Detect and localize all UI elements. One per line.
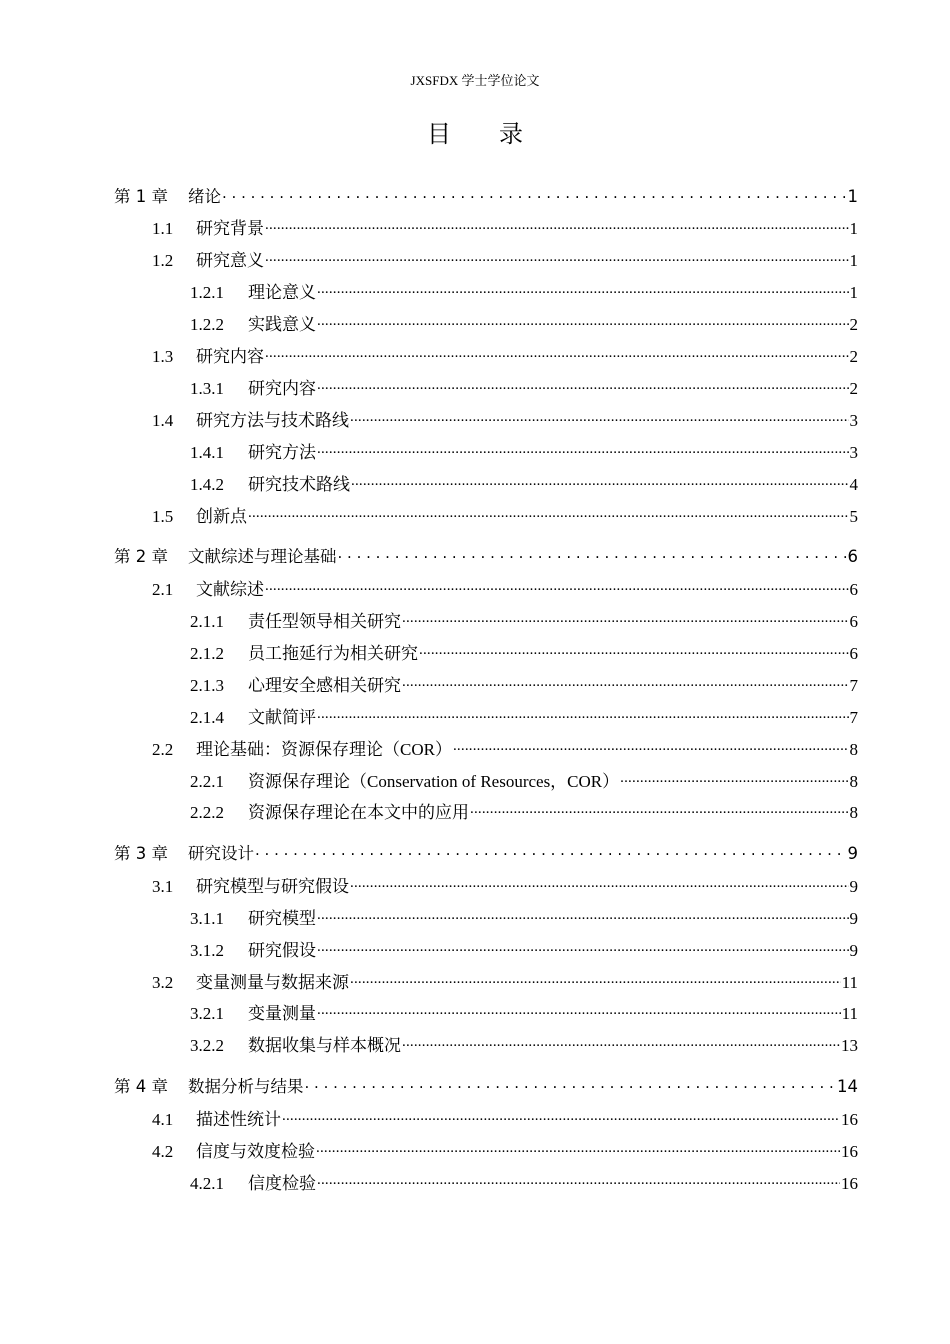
- toc-entry[interactable]: [152, 968, 858, 992]
- toc-dot-leader: [317, 377, 849, 394]
- toc-entry-title: 文献综述: [196, 580, 264, 599]
- toc-entry-page: 3: [849, 443, 858, 462]
- toc-entry-number: 3.1.2: [190, 941, 224, 960]
- toc-entry-title: 理论基础：资源保存理论（COR）: [196, 740, 452, 759]
- toc-entry[interactable]: [190, 671, 858, 695]
- toc-entry-title: 文献简评: [248, 708, 316, 727]
- toc-entry-page: 2: [849, 315, 858, 334]
- toc-entry[interactable]: [190, 904, 858, 928]
- toc-entry-number: 4.2: [152, 1142, 174, 1161]
- toc-entry-title: 绪论: [188, 187, 221, 206]
- toc-dot-leader: [265, 217, 849, 234]
- toc-entry-number: 3.2.1: [190, 1004, 224, 1023]
- toc-dot-leader: [316, 1140, 840, 1157]
- toc-entry-number: 第 2 章: [114, 547, 168, 566]
- toc-dot-leader: [419, 642, 849, 659]
- toc-dot-leader: [620, 770, 848, 787]
- toc-entry-title: 研究模型: [248, 909, 316, 928]
- toc-dot-leader: [338, 546, 847, 563]
- toc-entry-number: 1.2: [152, 251, 174, 270]
- toc-entry-number: 3.2.2: [190, 1036, 224, 1055]
- toc-dot-leader: [350, 875, 849, 892]
- toc-entry-title: 研究技术路线: [248, 475, 350, 494]
- toc-entry-number: 2.1: [152, 580, 174, 599]
- toc-entry-page: 9: [849, 941, 858, 960]
- toc-dot-leader: [317, 939, 849, 956]
- toc-entry-number: 3.1.1: [190, 909, 224, 928]
- toc-entry-title: 变量测量: [248, 1004, 316, 1023]
- toc-entry[interactable]: [152, 575, 858, 599]
- toc-entry-title: 研究意义: [196, 251, 264, 270]
- toc-entry[interactable]: [190, 374, 858, 398]
- toc-entry-number: 1.2.2: [190, 315, 224, 334]
- toc-entry-title: 数据分析与结果: [188, 1077, 304, 1096]
- toc-entry[interactable]: [152, 1105, 858, 1129]
- toc-entry-number: 1.4: [152, 411, 174, 430]
- toc-dot-leader: [351, 473, 849, 490]
- toc-entry[interactable]: [190, 936, 858, 960]
- toc-entry[interactable]: [190, 1031, 858, 1055]
- toc-entry[interactable]: [190, 470, 858, 494]
- toc-entry-page: 1: [849, 251, 858, 270]
- toc-entry-title: 信度与效度检验: [196, 1142, 315, 1161]
- toc-entry[interactable]: [152, 214, 858, 238]
- toc-dot-leader: [317, 281, 849, 298]
- toc-entry-number: 1.4.1: [190, 443, 224, 462]
- toc-entry[interactable]: [114, 183, 858, 207]
- toc-entry-title: 研究内容: [196, 347, 264, 366]
- toc-entry-title: 创新点: [196, 507, 247, 526]
- toc-entry-title: 研究模型与研究假设: [196, 877, 349, 896]
- toc-entry-title: 描述性统计: [196, 1110, 281, 1129]
- toc-entry-page: 1: [849, 219, 858, 238]
- toc-entry-page: 4: [849, 475, 858, 494]
- toc-entry-title: 实践意义: [248, 315, 316, 334]
- toc-entry-title: 信度检验: [248, 1174, 316, 1193]
- toc-entry[interactable]: [152, 246, 858, 270]
- toc-dot-leader: [317, 441, 849, 458]
- toc-entry-title: 资源保存理论（Conservation of Resources，COR）: [248, 772, 620, 791]
- toc-dot-leader: [265, 578, 849, 595]
- toc-dot-leader: [402, 610, 849, 627]
- toc-entry[interactable]: [190, 639, 858, 663]
- toc-entry[interactable]: [152, 872, 858, 896]
- toc-entry[interactable]: [114, 1073, 858, 1097]
- toc-entry-page: 1: [847, 187, 858, 206]
- toc-entry[interactable]: [152, 502, 858, 526]
- toc-dot-leader: [305, 1076, 837, 1093]
- toc-entry-page: 7: [849, 676, 858, 695]
- toc-entry-number: 2.1.1: [190, 612, 224, 631]
- toc-entry-number: 1.2.1: [190, 283, 224, 302]
- toc-entry-number: 1.3: [152, 347, 174, 366]
- toc-dot-leader: [317, 1172, 840, 1189]
- toc-entry-page: 1: [849, 283, 858, 302]
- page-header: JXSFDX 学士学位论文: [410, 73, 540, 88]
- toc-dot-leader: [453, 738, 849, 755]
- toc-entry-title: 研究内容: [248, 379, 316, 398]
- toc-entry-title: 研究背景: [196, 219, 264, 238]
- toc-entry-title: 研究方法与技术路线: [196, 411, 349, 430]
- toc-entry-page: 16: [841, 1174, 858, 1193]
- toc-entry-number: 2.1.4: [190, 708, 224, 727]
- toc-entry-title: 数据收集与样本概况: [248, 1036, 401, 1055]
- toc-dot-leader: [350, 971, 841, 988]
- toc-entry-title: 员工拖延行为相关研究: [248, 644, 418, 663]
- toc-entry-page: 7: [849, 708, 858, 727]
- toc-entry-number: 第 3 章: [114, 844, 168, 863]
- toc-entry[interactable]: [190, 1169, 858, 1193]
- toc-dot-leader: [248, 505, 849, 522]
- toc-entry-number: 1.5: [152, 507, 174, 526]
- toc-entry-page: 13: [841, 1036, 858, 1055]
- toc-dot-leader: [470, 801, 849, 818]
- toc-dot-leader: [265, 249, 849, 266]
- toc-entry-title: 研究假设: [248, 941, 316, 960]
- toc-entry-page: 3: [849, 411, 858, 430]
- toc-dot-leader: [255, 843, 847, 860]
- toc-entry[interactable]: [152, 342, 858, 366]
- toc-entry-number: 2.2: [152, 740, 174, 759]
- toc-entry-page: 9: [849, 909, 858, 928]
- toc-entry[interactable]: [152, 406, 858, 430]
- toc-entry-title: 资源保存理论在本文中的应用: [248, 803, 469, 822]
- toc-entry[interactable]: [190, 310, 858, 334]
- toc-entry-number: 2.2.2: [190, 803, 224, 822]
- toc-entry[interactable]: [190, 607, 858, 631]
- toc-dot-leader: [402, 1034, 840, 1051]
- toc-entry-page: 16: [841, 1110, 858, 1129]
- toc-dot-leader: [265, 345, 849, 362]
- toc-entry-page: 9: [847, 844, 858, 863]
- toc-entry[interactable]: [190, 438, 858, 462]
- toc-entry-number: 第 4 章: [114, 1077, 168, 1096]
- toc-entry-page: 6: [849, 644, 858, 663]
- toc-entry-page: 8: [849, 772, 858, 791]
- toc-dot-leader: [317, 313, 849, 330]
- toc-entry[interactable]: [152, 735, 858, 759]
- toc-entry-title: 变量测量与数据来源: [196, 973, 349, 992]
- toc-dot-leader: [402, 674, 849, 691]
- toc-entry-number: 2.1.2: [190, 644, 224, 663]
- toc-entry-page: 8: [849, 803, 858, 822]
- toc-entry-page: 6: [849, 612, 858, 631]
- toc-entry-page: 14: [837, 1077, 858, 1096]
- toc-entry-number: 1.3.1: [190, 379, 224, 398]
- toc-entry-title: 研究方法: [248, 443, 316, 462]
- toc-entry-page: 16: [841, 1142, 858, 1161]
- toc-dot-leader: [222, 186, 847, 203]
- toc-entry-number: 2.1.3: [190, 676, 224, 695]
- toc-entry-title: 研究设计: [188, 844, 254, 863]
- toc-entry[interactable]: [190, 703, 858, 727]
- toc-entry-title: 理论意义: [248, 283, 316, 302]
- toc-dot-leader: [317, 907, 849, 924]
- toc-entry-page: 2: [849, 379, 858, 398]
- toc-dot-leader: [350, 409, 849, 426]
- toc-entry-page: 11: [841, 1004, 858, 1023]
- toc-entry[interactable]: [190, 278, 858, 302]
- toc-entry-title: 心理安全感相关研究: [248, 676, 401, 695]
- toc-entry-page: 6: [847, 547, 858, 566]
- toc-entry-number: 4.2.1: [190, 1174, 224, 1193]
- toc-entry-title: 责任型领导相关研究: [248, 612, 401, 631]
- toc-dot-leader: [282, 1108, 840, 1125]
- toc-entry[interactable]: [152, 1137, 858, 1161]
- toc-entry[interactable]: [114, 840, 858, 864]
- toc-entry[interactable]: [190, 798, 858, 822]
- toc-entry-page: 5: [849, 507, 858, 526]
- toc-entry-number: 4.1: [152, 1110, 174, 1129]
- toc-entry[interactable]: [190, 999, 858, 1023]
- page-title: 目录: [427, 120, 571, 148]
- toc-entry-number: 3.2: [152, 973, 174, 992]
- toc-dot-leader: [317, 706, 849, 723]
- toc-entry-number: 2.2.1: [190, 772, 224, 791]
- toc-entry-page: 11: [841, 973, 858, 992]
- toc-entry-number: 第 1 章: [114, 187, 168, 206]
- toc-dot-leader: [317, 1002, 841, 1019]
- toc-entry-number: 3.1: [152, 877, 174, 896]
- toc-entry-title: 文献综述与理论基础: [188, 547, 337, 566]
- toc-entry-number: 1.4.2: [190, 475, 224, 494]
- toc-entry-page: 2: [849, 347, 858, 366]
- toc-entry-page: 6: [849, 580, 858, 599]
- toc-entry[interactable]: [114, 543, 858, 567]
- toc-entry[interactable]: [190, 767, 858, 791]
- toc-entry-number: 1.1: [152, 219, 174, 238]
- toc-entry-page: 8: [849, 740, 858, 759]
- toc-entry-page: 9: [849, 877, 858, 896]
